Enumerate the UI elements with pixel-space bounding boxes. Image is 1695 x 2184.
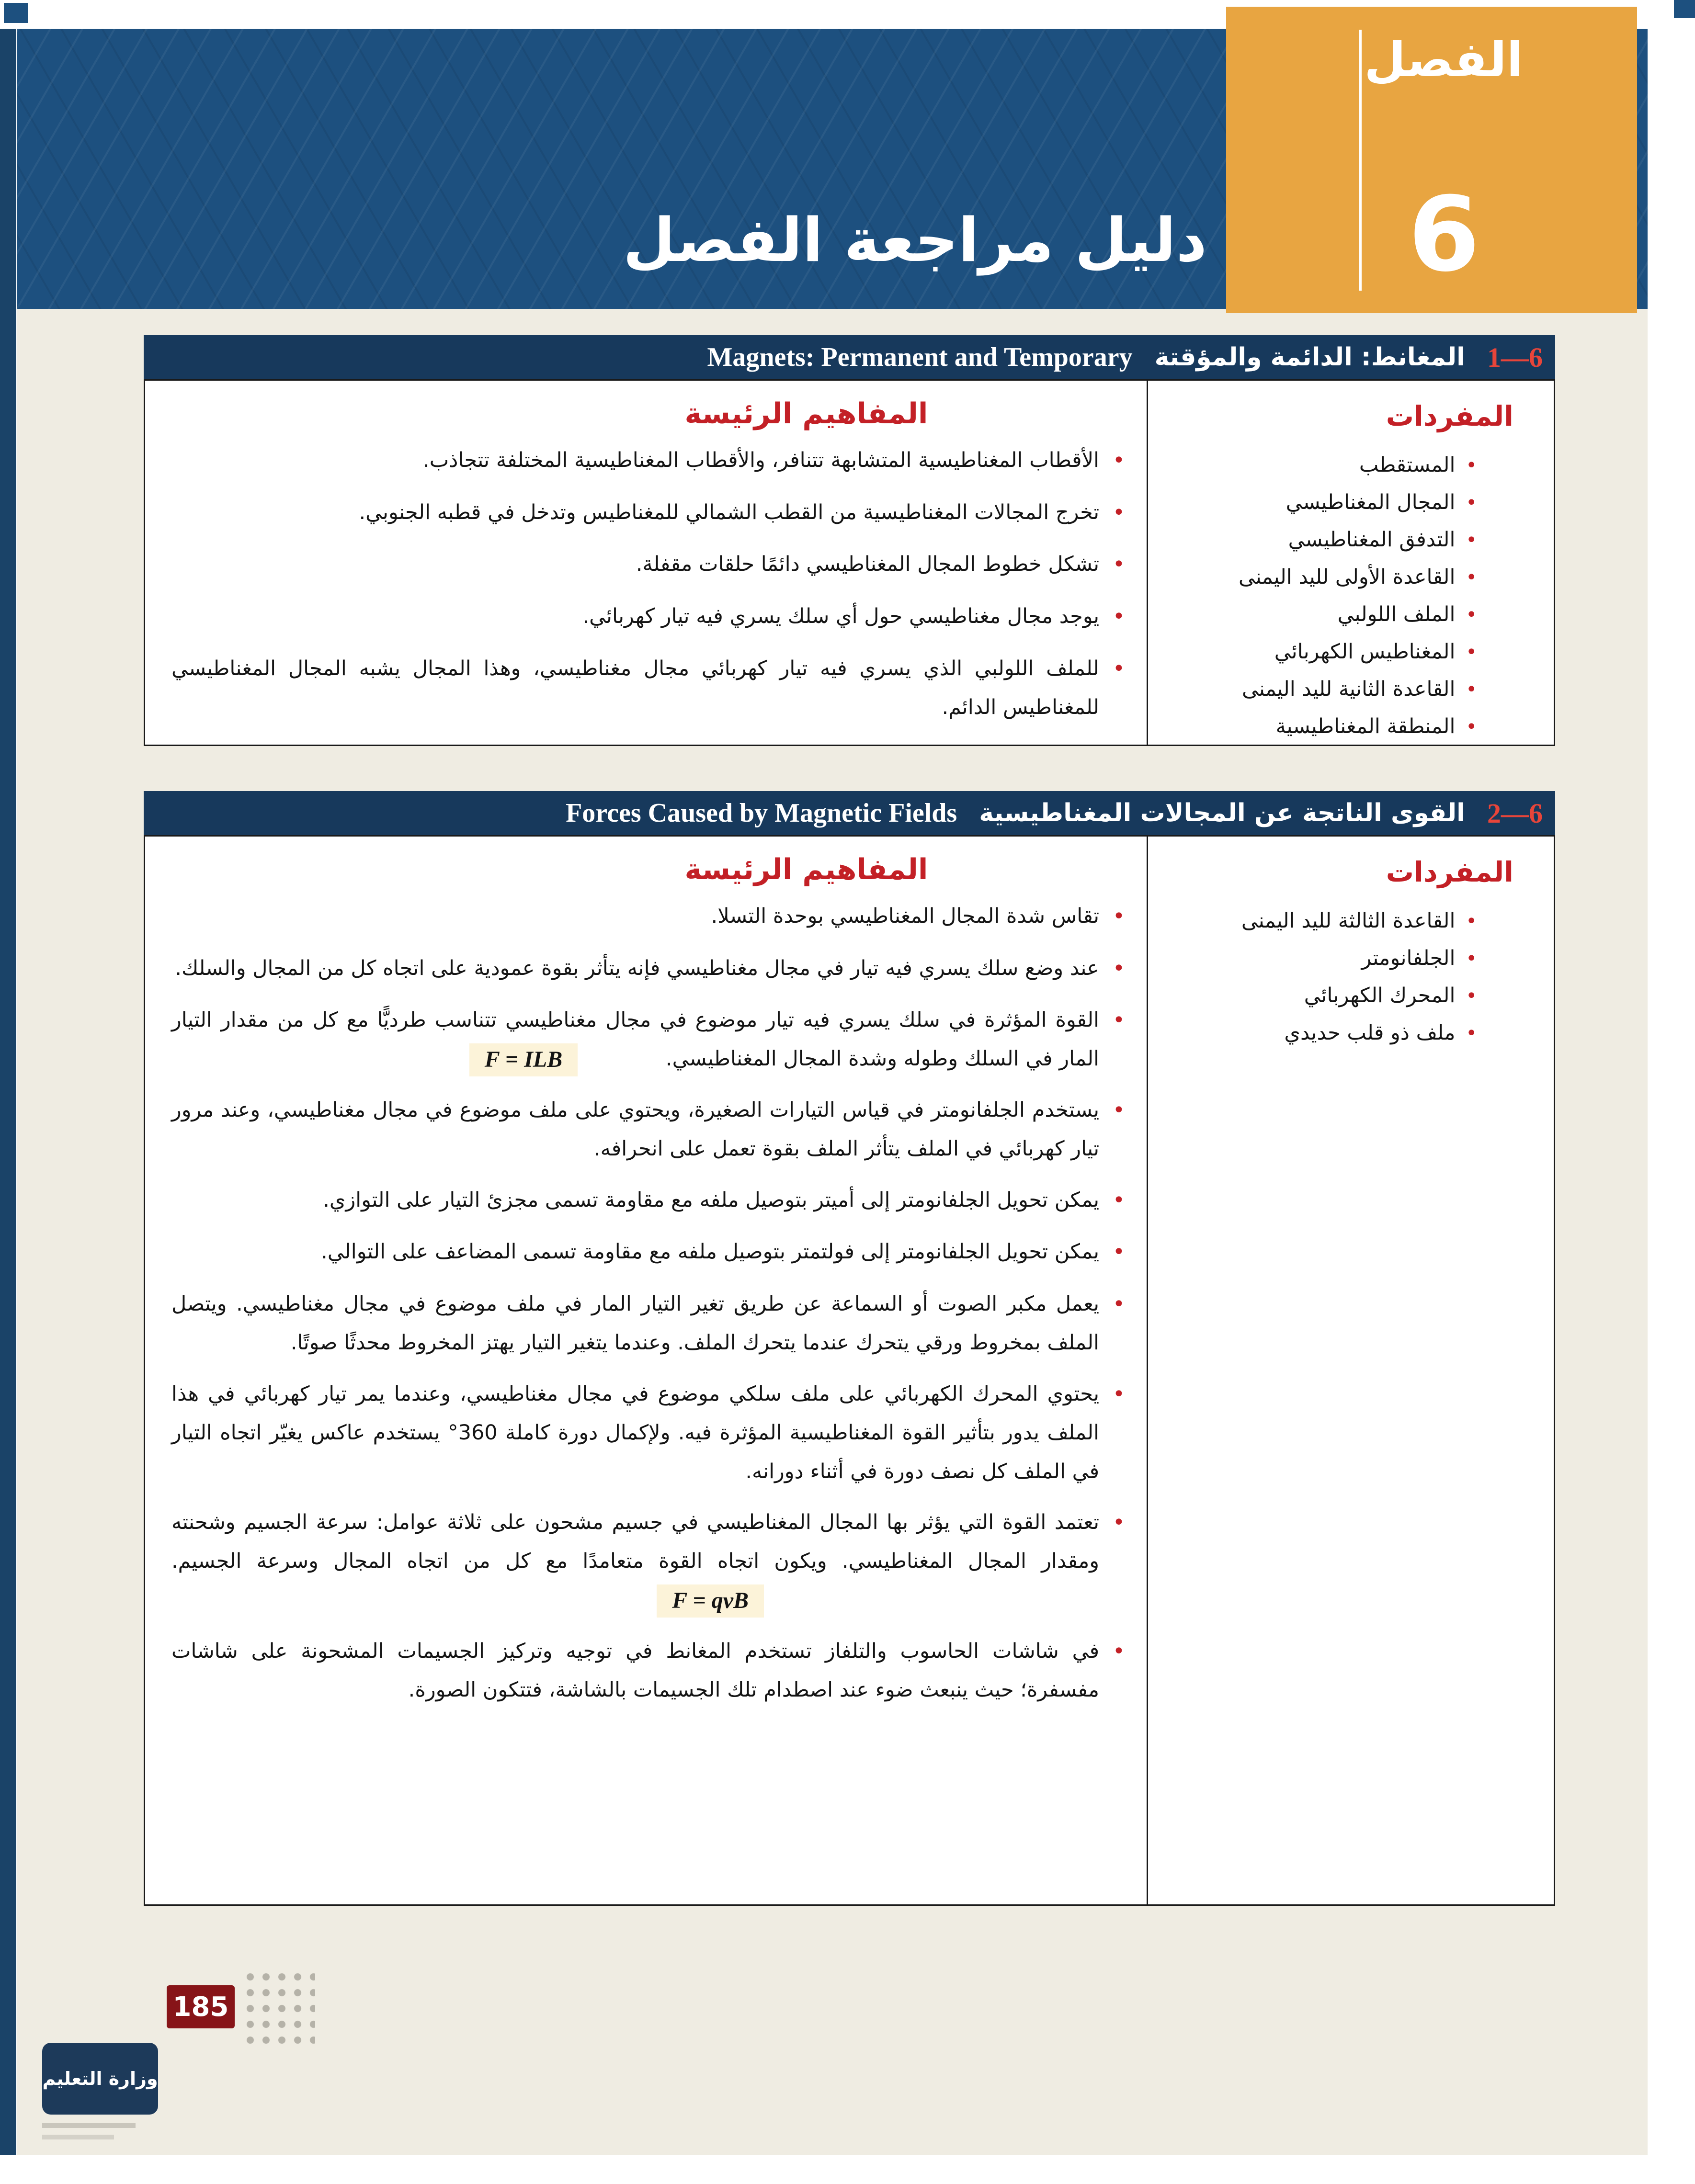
bullet-icon: • [1466, 716, 1477, 738]
vocab-term: المغناطيس الكهربائي [1274, 640, 1456, 664]
section-6-1-header [144, 335, 1555, 379]
logo-caption-line [42, 2135, 114, 2139]
section-title-arabic: المغانط: الدائمة والمؤقتة [1154, 343, 1465, 372]
concept-text: للملف اللولبي الذي يسري فيه تيار كهربائي مجال مغناطيسي، وهذا المجال يشبه المجال المغناطيسي للمغناطيس الدائم. [171, 656, 1100, 719]
chapter-tab-divider [1359, 30, 1362, 291]
concept-item [171, 1632, 1125, 1709]
bullet-icon: • [1113, 1240, 1125, 1265]
concept-item [171, 1503, 1125, 1619]
vocab-item [1158, 708, 1477, 746]
vocab-term: المحرك الكهربائي [1304, 984, 1456, 1007]
vocab-term: القاعدة الأولى لليد اليمنى [1238, 565, 1456, 589]
section-6-1-box [144, 379, 1555, 746]
bullet-icon: • [1113, 656, 1125, 681]
bullet-icon: • [1466, 454, 1477, 476]
concept-item [171, 1091, 1125, 1168]
concept-text: يستخدم الجلفانومتر في قياس التيارات الصغيرة، ويحتوي على ملف موضوع في مجال مغناطيسي، وعند مرور تيار كهربائي في الملف يتأثر الملف بقوة تعمل على انحرافه. [171, 1098, 1100, 1161]
concept-item [171, 949, 1125, 989]
bullet-icon: • [1466, 492, 1477, 514]
bullet-icon: • [1466, 1022, 1477, 1044]
page-title: دليل مراجعة الفصل [623, 205, 1207, 275]
concept-item [171, 1285, 1125, 1362]
bullet-icon: • [1466, 948, 1477, 970]
concept-item [171, 897, 1125, 937]
vocab-item [1158, 671, 1477, 708]
formula-f-ilb: F = ILB [469, 1043, 578, 1076]
chapter-tab [1226, 7, 1637, 313]
vocab-item [1158, 940, 1477, 977]
concept-item [171, 1181, 1125, 1221]
bullet-icon: • [1113, 1510, 1125, 1535]
dots-pattern [242, 1969, 315, 2046]
section-number: 2—6 [1487, 797, 1543, 829]
vocab-item [1158, 559, 1477, 596]
bullet-icon: • [1113, 500, 1125, 525]
concept-text [171, 1503, 1099, 1619]
bullet-icon: • [1113, 1008, 1125, 1033]
vocab-term: الملف اللولبي [1337, 602, 1456, 626]
vocab-term: ملف ذو قلب حديدي [1284, 1021, 1456, 1045]
bullet-icon: • [1466, 604, 1477, 626]
corner-square-right [1674, 0, 1695, 18]
concept-text: يمكن تحويل الجلفانومتر إلى فولتمتر بتوصيل ملفه مع مقاومة تسمى المضاعف على التوالي. [321, 1240, 1100, 1264]
vocab-item [1158, 1015, 1477, 1052]
vocab-item [1158, 521, 1477, 559]
concepts-heading: المفاهيم الرئيسة [684, 853, 928, 886]
vocab-item [1158, 634, 1477, 671]
concept-text: تقاس شدة المجال المغناطيسي بوحدة التسلا. [711, 904, 1100, 928]
bullet-icon: • [1113, 904, 1125, 928]
bullet-icon: • [1113, 604, 1125, 629]
concept-item [171, 1001, 1125, 1078]
concept-text: يحتوي المحرك الكهربائي على ملف سلكي موضوع في مجال مغناطيسي، وعندما يمر تيار كهربائي في هذا الملف يدور بتأثير القوة المغناطيسية المؤثرة فيه. ولإكمال دورة كاملة 360° يستخدم عاكس يغيّر اتجاه التيار في الملف كل نصف دورة في أثناء دورانه. [171, 1381, 1100, 1483]
vocab-item [1158, 447, 1477, 484]
concept-text: عند وضع سلك يسري فيه تيار في مجال مغناطيسي فإنه يتأثر بقوة عمودية على اتجاه كل من المجال والسلك. [175, 956, 1100, 980]
concept-text-body: تعتمد القوة التي يؤثر بها المجال المغناطيسي في جسيم مشحون على ثلاثة عوامل: سرعة الجسيم وشحنته ومقدار المجال المغناطيسي. ويكون اتجاه القوة متعامدًا مع كل من اتجاه المجال وسرعة الجسيم. [171, 1510, 1100, 1573]
bullet-icon: • [1113, 1098, 1125, 1123]
chapter-number: 6 [1408, 174, 1480, 294]
concept-item [171, 597, 1125, 637]
vocab-term: المستقطب [1359, 453, 1456, 477]
page-number-badge: 185 [167, 1985, 235, 2028]
vocab-item [1158, 484, 1477, 521]
ministry-of-education-logo: وزارة التعليم [42, 2043, 158, 2115]
vocab-term: التدفق المغناطيسي [1288, 528, 1456, 552]
concept-text-body: القوة المؤثرة في سلك يسري فيه تيار موضوع في مجال مغناطيسي تتناسب طرديًّا مع كل من مقدار التيار المار في السلك وطوله وشدة المجال المغناطيسي. [171, 1008, 1100, 1071]
concept-text: يمكن تحويل الجلفانومتر إلى أميتر بتوصيل ملفه مع مقاومة تسمى مجزئ التيار على التوازي. [323, 1188, 1100, 1212]
vocabulary-column [1147, 837, 1554, 1904]
bullet-icon: • [1466, 641, 1477, 663]
section-6-2-box [144, 835, 1555, 1906]
vocab-term: الجلفانومتر [1361, 946, 1456, 970]
concepts-column [145, 837, 1147, 1904]
concepts-list [171, 441, 1125, 727]
vocab-term: المجال المغناطيسي [1285, 490, 1456, 514]
concept-item [171, 649, 1125, 727]
logo-caption-line [42, 2123, 136, 2128]
concepts-column [145, 381, 1147, 745]
section-title-arabic: القوى الناتجة عن المجالات المغناطيسية [979, 799, 1465, 827]
concept-text [171, 1001, 1099, 1078]
concept-text: تخرج المجالات المغناطيسية من القطب الشمالي للمغناطيس وتدخل في قطبه الجنوبي. [359, 500, 1100, 524]
bullet-icon: • [1466, 985, 1477, 1007]
vocabulary-heading: المفردات [1386, 400, 1513, 432]
chapter-label: الفصل [1364, 32, 1523, 88]
section-title-english: Forces Caused by Magnetic Fields [566, 798, 957, 828]
concept-item [171, 441, 1125, 481]
vocab-item [1158, 903, 1477, 940]
left-edge-strip [0, 29, 16, 2155]
bullet-icon: • [1113, 956, 1125, 981]
bullet-icon: • [1113, 1639, 1125, 1663]
vocab-item [1158, 977, 1477, 1015]
bullet-icon: • [1466, 910, 1477, 932]
vocabulary-column [1147, 381, 1554, 745]
concepts-heading: المفاهيم الرئيسة [684, 397, 928, 430]
bullet-icon: • [1113, 1188, 1125, 1212]
concept-text: في شاشات الحاسوب والتلفاز تستخدم المغانط في توجيه وتركيز الجسيمات المشحونة على شاشات مفسفرة؛ حيث ينبعث ضوء عند اصطدام تلك الجسيمات بالشاشة، فتتكون الصورة. [171, 1639, 1100, 1702]
concept-text: يوجد مجال مغناطيسي حول أي سلك يسري فيه تيار كهربائي. [582, 604, 1100, 629]
bullet-icon: • [1466, 679, 1477, 701]
vocabulary-list [1158, 903, 1544, 1052]
concept-item [171, 545, 1125, 585]
vocabulary-heading: المفردات [1386, 856, 1513, 888]
vocab-item [1158, 596, 1477, 634]
vocab-term: القاعدة الثالثة لليد اليمنى [1241, 909, 1456, 933]
vocab-term: القاعدة الثانية لليد اليمنى [1242, 677, 1456, 701]
bullet-icon: • [1113, 552, 1125, 577]
section-6-2-header [144, 791, 1555, 835]
section-number: 1—6 [1487, 341, 1543, 373]
bullet-icon: • [1113, 1292, 1125, 1317]
concept-item [171, 1233, 1125, 1272]
bullet-icon: • [1113, 448, 1125, 473]
concept-item [171, 493, 1125, 533]
concept-text: يعمل مكبر الصوت أو السماعة عن طريق تغير التيار المار في ملف موضوع في مجال مغناطيسي. ويتصل الملف بمخروط ورقي يتحرك عندما يتحرك الملف. وعندما يتغير التيار يهتز المخروط محدثًا صوتًا. [171, 1292, 1100, 1355]
corner-square-left [4, 3, 28, 23]
bullet-icon: • [1466, 566, 1477, 588]
vocab-term: المنطقة المغناطيسية [1275, 714, 1456, 738]
concepts-list [171, 897, 1125, 1709]
bullet-icon: • [1113, 1381, 1125, 1406]
section-title-english: Magnets: Permanent and Temporary [707, 342, 1133, 372]
concept-text: تشكل خطوط المجال المغناطيسي دائمًا حلقات مقفلة. [636, 552, 1100, 577]
formula-f-qvb: F = qvB [657, 1584, 764, 1618]
bullet-icon: • [1466, 529, 1477, 551]
concept-item [171, 1375, 1125, 1491]
vocabulary-list [1158, 447, 1544, 746]
concept-text: الأقطاب المغناطيسية المتشابهة تتنافر، والأقطاب المغناطيسية المختلفة تتجاذب. [423, 448, 1100, 472]
